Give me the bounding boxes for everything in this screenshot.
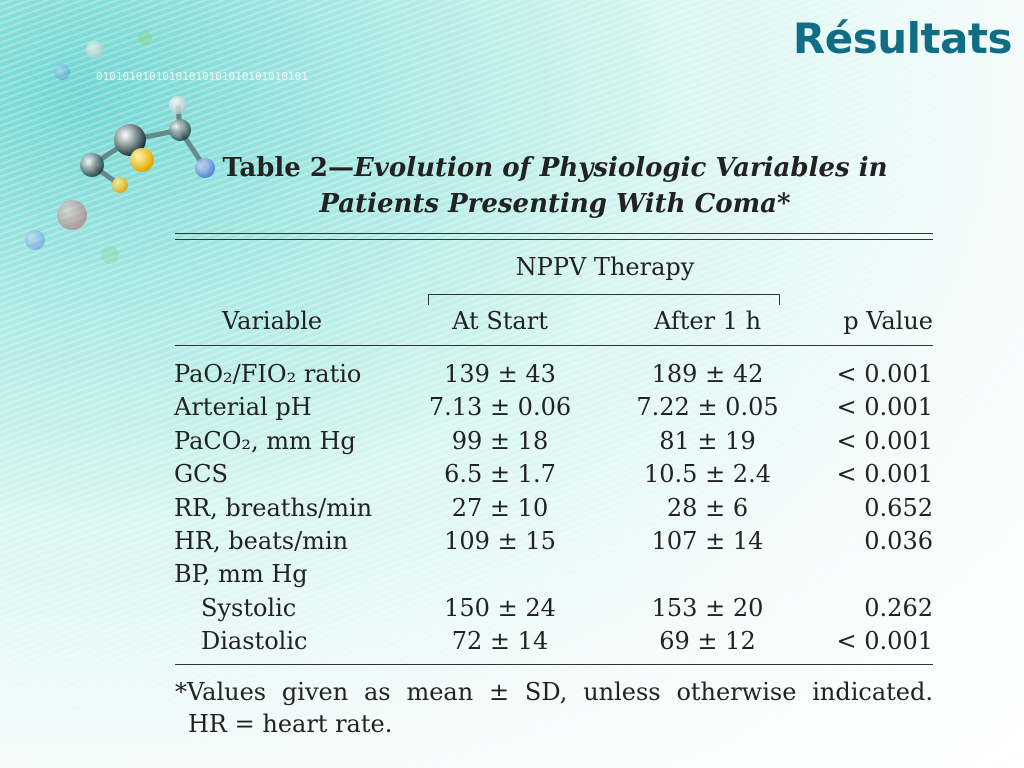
col-header-after: After 1 h	[653, 307, 762, 335]
svg-text:010101010101010101010101010101: 01010101010101010101010101010101	[96, 70, 308, 83]
row-p-value: < 0.001	[836, 627, 933, 655]
header-rule	[175, 345, 933, 346]
row-p-value: 0.262	[864, 594, 933, 622]
group-header: NPPV Therapy	[515, 253, 695, 281]
row-variable: GCS	[174, 460, 228, 488]
table-title-number: Table 2—	[222, 153, 354, 183]
col-header-p: p Value	[843, 307, 933, 335]
table-title-line1: Evolution of Physiologic Variables in	[353, 153, 888, 183]
row-p-value: < 0.001	[836, 460, 933, 488]
row-after-1h: 107 ± 14	[651, 527, 764, 555]
col-header-variable: Variable	[222, 307, 323, 335]
bottom-rule	[175, 664, 933, 665]
row-p-value: 0.036	[864, 527, 933, 555]
row-variable: PaCO₂, mm Hg	[174, 427, 356, 455]
row-variable: BP, mm Hg	[174, 560, 308, 588]
footnote-line2: HR = heart rate.	[188, 710, 393, 738]
row-variable: Diastolic	[201, 627, 308, 655]
group-bracket	[428, 294, 780, 305]
row-at-start: 150 ± 24	[444, 594, 556, 622]
row-p-value: < 0.001	[836, 360, 933, 388]
row-at-start: 139 ± 43	[444, 360, 556, 388]
row-at-start: 27 ± 10	[451, 494, 549, 522]
row-p-value: < 0.001	[836, 393, 933, 421]
row-variable: Systolic	[201, 594, 297, 622]
top-rule-2	[175, 239, 933, 240]
row-at-start: 99 ± 18	[451, 427, 549, 455]
table-title	[175, 150, 935, 222]
row-variable: RR, breaths/min	[174, 494, 373, 522]
col-header-start: At Start	[452, 307, 548, 335]
row-variable: PaO₂/FIO₂ ratio	[174, 360, 362, 388]
row-variable: Arterial pH	[174, 393, 312, 421]
slide-title: Résultats	[792, 14, 1012, 63]
table-title-line2: Patients Presenting With Coma*	[319, 189, 791, 219]
row-at-start: 7.13 ± 0.06	[428, 393, 572, 421]
row-p-value: 0.652	[864, 494, 933, 522]
footnote-line1: *Values given as mean ± SD, unless otherwise indicated.	[175, 678, 933, 706]
row-after-1h: 69 ± 12	[659, 627, 756, 655]
row-at-start: 109 ± 15	[444, 527, 556, 555]
row-at-start: 6.5 ± 1.7	[444, 460, 556, 488]
row-after-1h: 189 ± 42	[651, 360, 764, 388]
row-after-1h: 153 ± 20	[651, 594, 764, 622]
row-after-1h: 81 ± 19	[659, 427, 756, 455]
top-rule	[175, 233, 933, 234]
row-at-start: 72 ± 14	[451, 627, 549, 655]
row-variable: HR, beats/min	[174, 527, 349, 555]
row-after-1h: 10.5 ± 2.4	[644, 460, 771, 488]
row-after-1h: 28 ± 6	[666, 494, 749, 522]
row-after-1h: 7.22 ± 0.05	[636, 393, 779, 421]
row-p-value: < 0.001	[836, 427, 933, 455]
